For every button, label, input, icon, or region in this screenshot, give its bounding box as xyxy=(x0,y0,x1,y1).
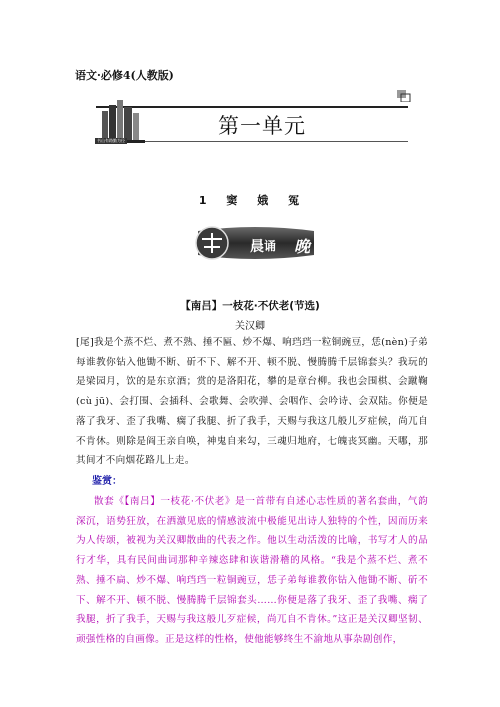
badge-text: 诵 xyxy=(264,239,277,253)
book-header: 语文·必修4(人教版) xyxy=(75,69,174,82)
lesson-title-char: 冤 xyxy=(288,194,302,207)
lesson-number: 1 xyxy=(198,194,209,207)
bookshelf-icon xyxy=(100,97,145,143)
appreciation-label: 鉴赏： xyxy=(92,476,122,487)
lesson-title xyxy=(0,192,500,208)
appreciation-text: 散套《【南吕】一枝花·不伏老》是一首带有自述心志性质的著名套曲，气韵深沉，语势狂放，在洒激见底的情感波流中极能见出诗人独特的个性，因而历来为人传颂，被视为关汉卿散曲的代表之作。他以生动活泼的比喻，书写才人的品行才华，具有民间曲词那种辛辣恣肆和诙谐滑稽的风格。“我是个蒸不烂、煮不熟、捶不扁、炒不爆、响珰珰一粒铜豌豆，恁子弟每谁教你钻入他锄不断、斫不下、解不开、顿不脱、慢腾腾千层锦套头……你便是落了我牙、歪了我嘴、瘸了我腿，折了我手，天赐与我这般儿歹症候，尚兀自不肯休。”这正是关汉卿坚韧、顽强性格的自画像。正是这样的性格，使他能够终生不渝地从事杂剧创作， xyxy=(76,496,428,645)
bookshelf-caption: 书山有路勤为径 xyxy=(97,138,125,143)
badge-text: 晚读 xyxy=(294,237,311,279)
unit-title: 第一单元 xyxy=(218,114,306,138)
poem-text: [尾]我是个蒸不烂、煮不熟、捶不匾、炒不爆、响珰珰一粒铜豌豆，恁(nèn)子弟每谁教你钻入他锄不断、斫不下、解不开、顿不脱、慢腾腾千层锦套头？我玩的是梁园月，饮的是东京酒；赏的是洛阳花，攀的是章台柳。我也会围棋、会蹴鞠(cù jū)、会打围、会插科、会歌舞、会吹弹、会咽作、会吟诗、会双陆。你便是落了我牙、歪了我嘴、瘸了我腿、折了我手，天赐与我这几般儿歹症候，尚兀自不肯休。则除是阎王亲自唤，神鬼自来勾，三魂归地府，七魄丧冥幽。天哪，那其间才不向烟花路儿上走。 xyxy=(76,337,428,467)
lesson-title-char: 娥 xyxy=(257,194,271,207)
poem-author: 关汉卿 xyxy=(235,321,265,332)
poem-title: 【南吕】一枝花·不伏老(节选) xyxy=(180,300,320,312)
badge-text: 晨 xyxy=(250,239,264,255)
morning-reading-badge xyxy=(190,225,318,279)
lesson-title-char: 窦 xyxy=(226,194,240,207)
